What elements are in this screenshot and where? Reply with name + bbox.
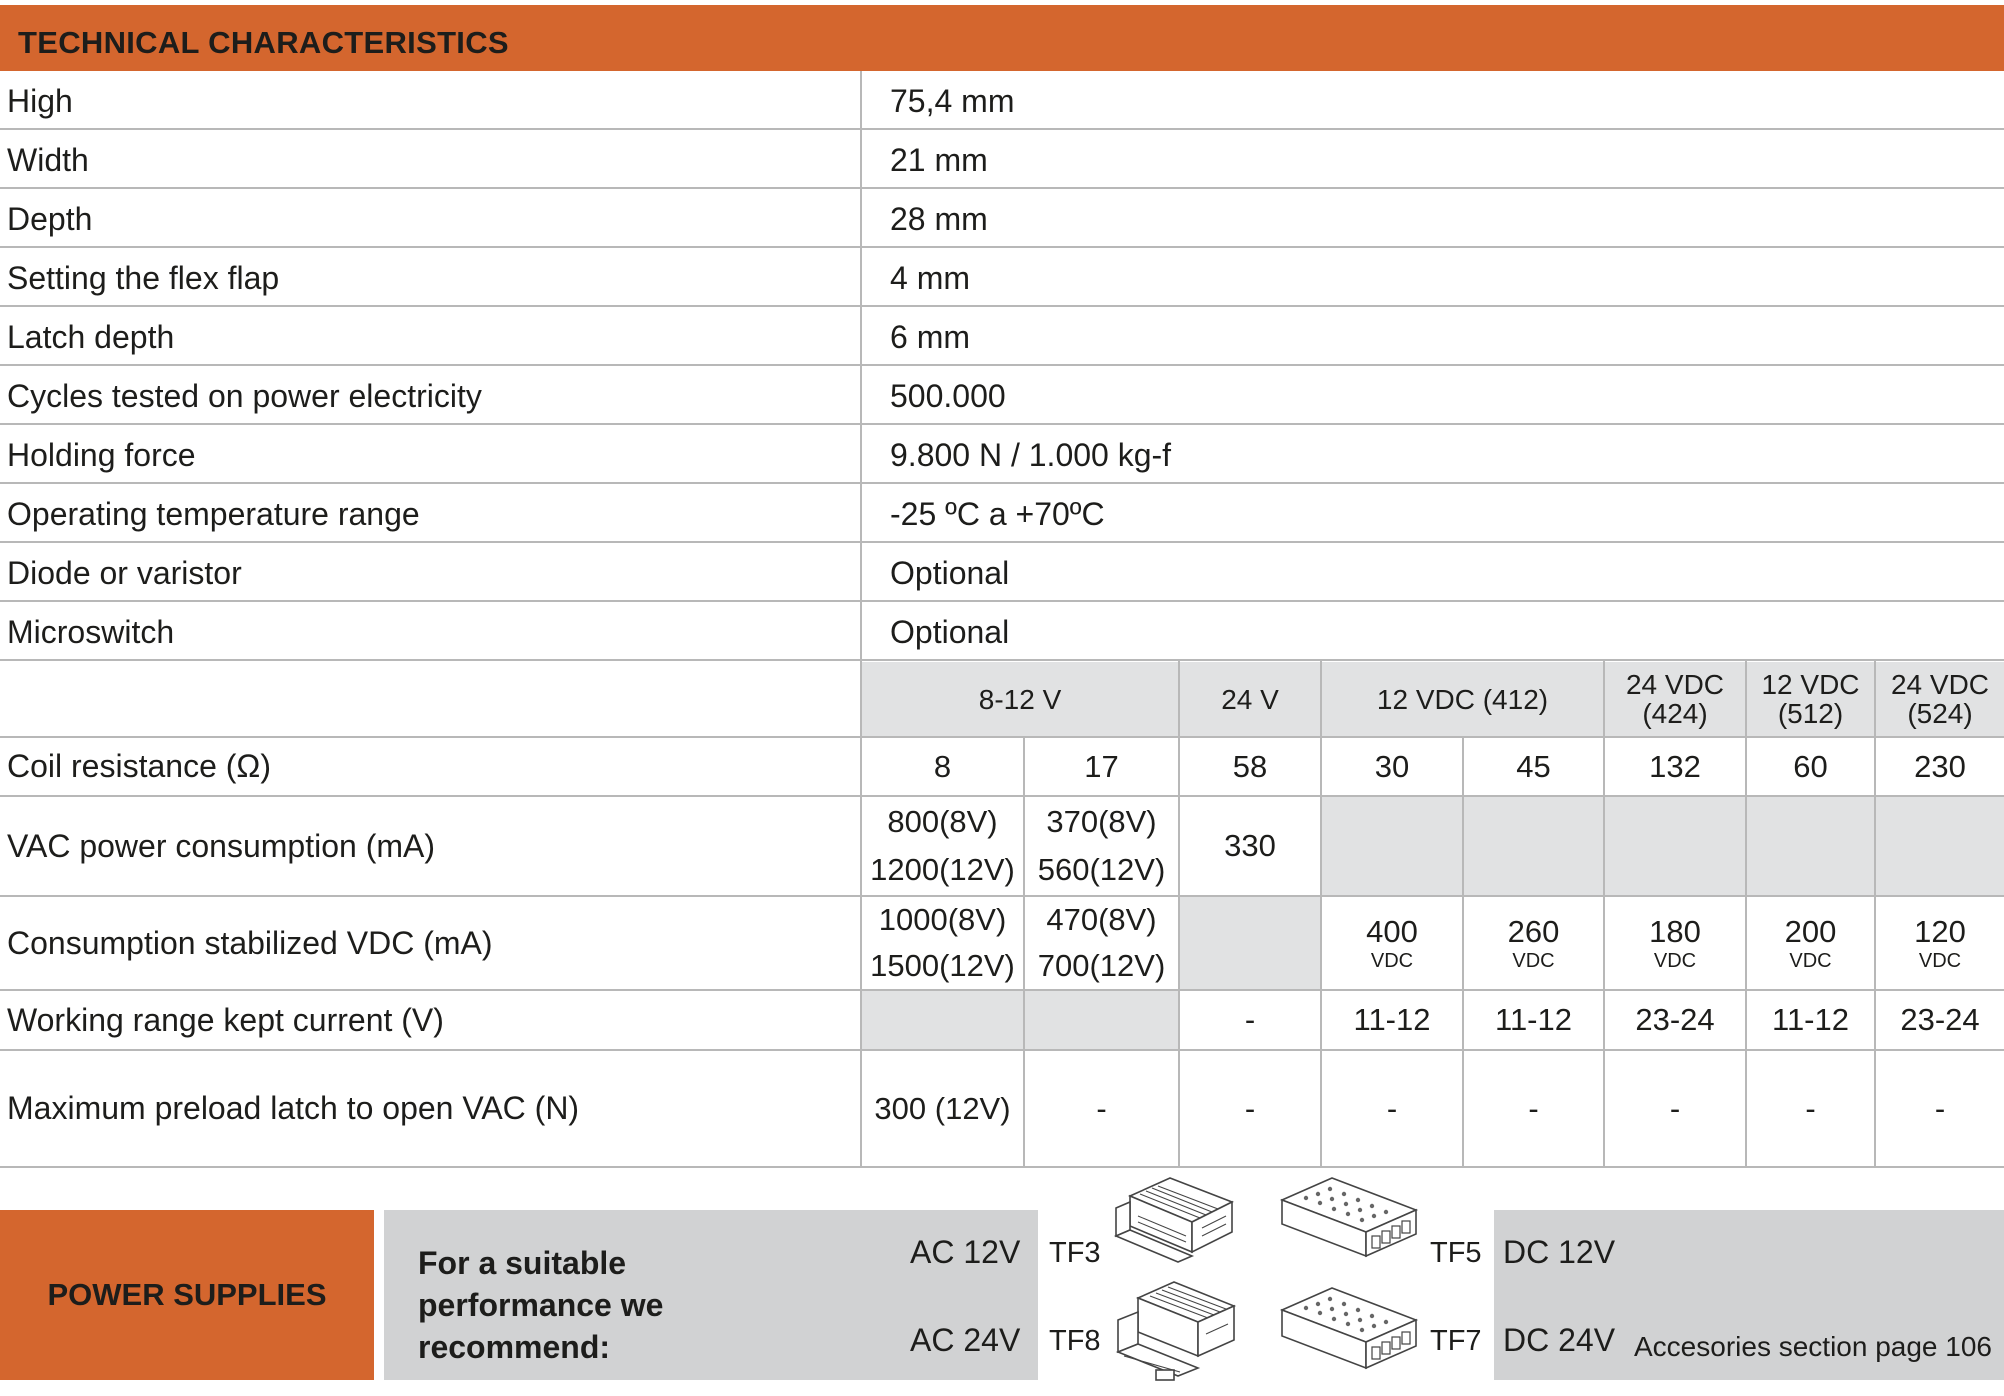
switching-psu-icon xyxy=(1276,1280,1422,1380)
page-title: TECHNICAL CHARACTERISTICS xyxy=(18,25,509,60)
table-cell: 260 VDC xyxy=(1507,914,1560,972)
power-supplies-banner xyxy=(0,1210,374,1380)
spec-label: Diode or varistor xyxy=(7,555,242,591)
header-bar xyxy=(0,5,2004,71)
spec-value: Optional xyxy=(890,614,1010,650)
table-cell: 1000(8V) 1500(12V) xyxy=(870,902,1015,983)
col-header-24vdc-424: 24 VDC (424) xyxy=(1625,669,1725,729)
spec-value: 21 mm xyxy=(890,142,988,178)
tf5-label: TF5 xyxy=(1430,1237,1482,1269)
spec-label: Cycles tested on power electricity xyxy=(7,378,482,414)
spec-label: Setting the flex flap xyxy=(7,260,280,296)
spec-value: 9.800 N / 1.000 kg-f xyxy=(890,437,1172,473)
spec-row xyxy=(0,248,2004,307)
table-cell: 45 xyxy=(1516,748,1551,784)
empty-cell-fill xyxy=(861,991,1178,1049)
ac-12v-label: AC 12V xyxy=(910,1234,1021,1270)
table-cell: - xyxy=(1669,1090,1681,1126)
table-cell: - xyxy=(1244,1002,1256,1037)
table-cell: 120 VDC xyxy=(1914,914,1966,972)
spec-label: Latch depth xyxy=(7,319,175,355)
spec-row xyxy=(0,425,2004,484)
switching-psu-icon xyxy=(1276,1170,1422,1266)
spec-label: Width xyxy=(7,142,89,178)
spec-label: Operating temperature range xyxy=(7,496,420,532)
col-header-24vdc-524: 24 VDC (524) xyxy=(1890,669,1990,729)
power-supplies-title: POWER SUPPLIES xyxy=(47,1277,327,1312)
spec-label: High xyxy=(7,83,73,119)
table-cell: 230 xyxy=(1914,748,1966,784)
tf8-label: TF8 xyxy=(1049,1325,1101,1357)
spec-row xyxy=(0,602,2004,661)
spec-row xyxy=(0,71,2004,130)
table-cell: 23-24 xyxy=(1635,1002,1715,1037)
table-cell: 17 xyxy=(1084,748,1119,784)
table-cell: 800(8V) 1200(12V) xyxy=(870,804,1015,887)
table-cell: 23-24 xyxy=(1900,1002,1980,1037)
spec-label: Microswitch xyxy=(7,614,175,650)
table-cell: 180 VDC xyxy=(1649,914,1701,972)
table-cell: - xyxy=(1244,1090,1256,1126)
dc-12v-label: DC 12V xyxy=(1503,1234,1616,1270)
table-cell: - xyxy=(1096,1090,1107,1126)
table-cell: 200 VDC xyxy=(1784,914,1837,972)
table-cell: 400 VDC xyxy=(1366,914,1418,972)
table-cell: 470(8V) 700(12V) xyxy=(1037,902,1166,983)
spec-value: -25 ºC a +70ºC xyxy=(890,496,1105,532)
table-cell: 60 xyxy=(1793,748,1828,784)
col-header-12vdc-412: 12 VDC (412) xyxy=(1376,683,1549,715)
spec-label: Depth xyxy=(7,201,93,237)
row-label-working-range: Working range kept current (V) xyxy=(7,1001,444,1038)
table-cell: 11-12 xyxy=(1495,1002,1572,1037)
tf7-label: TF7 xyxy=(1430,1325,1482,1357)
table-cell: - xyxy=(1386,1090,1398,1126)
table-cell: 132 xyxy=(1649,748,1701,784)
spec-value: 500.000 xyxy=(890,378,1006,414)
column-divider xyxy=(860,71,862,661)
table-cell: 30 xyxy=(1374,748,1410,784)
spec-row xyxy=(0,484,2004,543)
dc-24v-label: DC 24V xyxy=(1503,1322,1616,1358)
spec-label: Holding force xyxy=(7,437,196,473)
table-cell: 8 xyxy=(933,748,952,784)
table-cell: 58 xyxy=(1232,748,1268,784)
row-label-max-preload: Maximum preload latch to open VAC (N) xyxy=(7,1090,580,1126)
spec-row xyxy=(0,130,2004,189)
row-label-vac-consumption: VAC power consumption (mA) xyxy=(7,827,435,864)
spec-row xyxy=(0,307,2004,366)
table-cell: 11-12 xyxy=(1772,1002,1849,1037)
row-label-vdc-consumption: Consumption stabilized VDC (mA) xyxy=(7,924,493,961)
spec-value: 4 mm xyxy=(890,260,970,296)
table-cell: - xyxy=(1528,1090,1539,1126)
table-cell: 300 (12V) xyxy=(874,1090,1011,1126)
din-rail-psu-icon xyxy=(1110,1168,1240,1268)
spec-row xyxy=(0,543,2004,602)
empty-cell-fill xyxy=(1321,797,2004,896)
table-cell: - xyxy=(1934,1090,1946,1126)
tf3-label: TF3 xyxy=(1049,1237,1101,1269)
table-cell: 330 xyxy=(1224,828,1276,863)
ac-24v-label: AC 24V xyxy=(910,1322,1021,1358)
spec-value: 28 mm xyxy=(890,201,988,237)
col-header-24v: 24 V xyxy=(1221,683,1279,715)
col-header-12vdc-512: 12 VDC (512) xyxy=(1761,669,1860,729)
row-label-coil-resistance: Coil resistance (Ω) xyxy=(7,748,271,784)
spec-row xyxy=(0,366,2004,425)
table-cell: 370(8V) 560(12V) xyxy=(1037,804,1166,887)
spec-value: 75,4 mm xyxy=(890,83,1015,119)
empty-cell-fill xyxy=(1179,897,1320,990)
spec-value: 6 mm xyxy=(890,319,970,355)
din-rail-psu-icon xyxy=(1110,1276,1244,1388)
recommend-text: For a suitable performance we recommend: xyxy=(418,1245,664,1365)
col-header-8-12v: 8-12 V xyxy=(978,683,1062,715)
table-cell: - xyxy=(1805,1090,1816,1126)
spec-row xyxy=(0,189,2004,248)
table-cell: 11-12 xyxy=(1353,1002,1431,1037)
spec-value: Optional xyxy=(890,555,1010,591)
accessories-note: Accesories section page 106 xyxy=(1634,1331,1992,1362)
